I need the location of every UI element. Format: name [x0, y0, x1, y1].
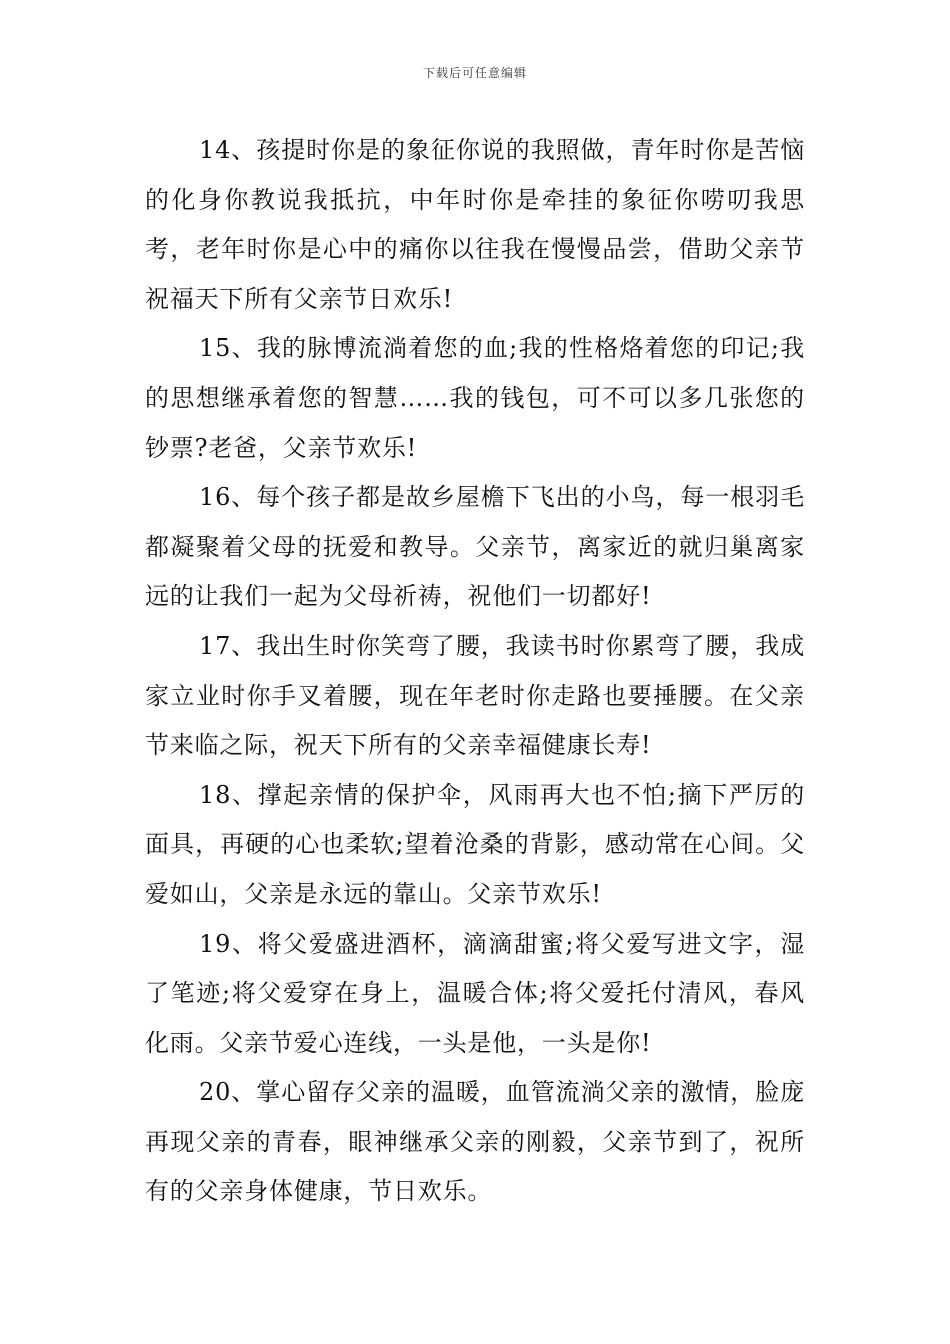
paragraph-18: 18、撑起亲情的保护伞，风雨再大也不怕;摘下严厉的面具，再硬的心也柔软;望着沧桑的背影，感动常在心间。父爱如山，父亲是永远的靠山。父亲节欢乐!: [145, 780, 805, 908]
paragraph-19: 19、将父爱盛进酒杯，滴滴甜蜜;将父爱写进文字，湿了笔迹;将父爱穿在身上，温暖合体;将父爱托付清风，春风化雨。父亲节爱心连线，一头是他，一头是你!: [145, 929, 805, 1057]
paragraph-15: 15、我的脉博流淌着您的血;我的性格烙着您的印记;我的思想继承着您的智慧……我的钱包，可不可以多几张您的钞票?老爸，父亲节欢乐!: [145, 334, 805, 462]
paragraph-16: 16、每个孩子都是故乡屋檐下飞出的小鸟，每一根羽毛都凝聚着父母的抚爱和教导。父亲节，离家近的就归巢离家远的让我们一起为父母祈祷，祝他们一切都好!: [145, 483, 805, 611]
page-header: 下载后可任意编辑: [422, 66, 527, 80]
paragraph-17: 17、我出生时你笑弯了腰，我读书时你累弯了腰，我成家立业时你手叉着腰，现在年老时你走路也要捶腰。在父亲节来临之际，祝天下所有的父亲幸福健康长寿!: [145, 631, 805, 760]
paragraph-14: 14、孩提时你是的象征你说的我照做，青年时你是苦恼的化身你教说我抵抗，中年时你是牵挂的象征你唠叨我思考，老年时你是心中的痛你以往我在慢慢品尝，借助父亲节祝福天下所有父亲节日欢乐!: [145, 136, 805, 313]
document-body: [145, 126, 805, 1217]
paragraph-20: 20、掌心留存父亲的温暖，血管流淌父亲的激情，脸庞再现父亲的青春，眼神继承父亲的刚毅，父亲节到了，祝所有的父亲身体健康，节日欢乐。: [145, 1078, 805, 1206]
